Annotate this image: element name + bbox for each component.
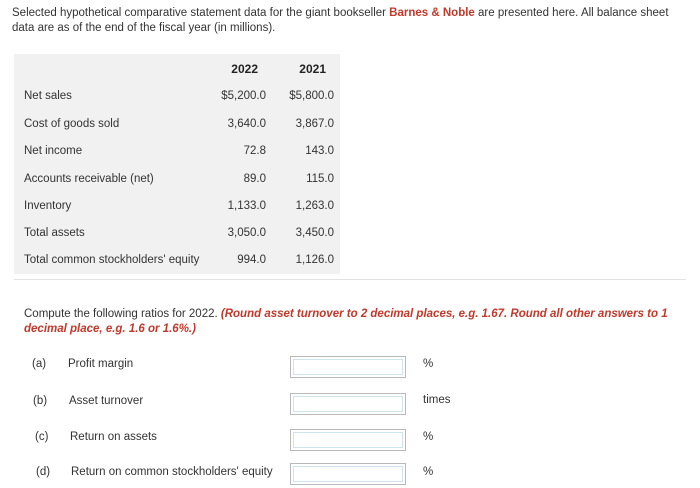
row-label: Accounts receivable (net) (24, 173, 154, 185)
asset-turnover-input[interactable] (290, 393, 406, 415)
value-2021: 1,263.0 (295, 200, 334, 212)
row-label: Total common stockholders' equity (24, 254, 200, 266)
value-2022: 89.0 (243, 173, 266, 185)
question-letter: (c) (35, 431, 49, 443)
question-label: Return on assets (70, 431, 157, 443)
row-label: Net sales (24, 90, 72, 102)
unit-label: times (423, 394, 451, 406)
value-2022: 1,133.0 (227, 200, 266, 212)
instructions-text: Compute the following ratios for 2022. (24, 308, 221, 320)
input-inner-border (293, 466, 403, 482)
value-2021: 3,450.0 (295, 227, 334, 239)
value-2022: 3,050.0 (227, 227, 266, 239)
row-label: Total assets (24, 227, 85, 239)
row-label: Inventory (24, 200, 72, 212)
column-header-2022: 2022 (231, 62, 258, 76)
financial-data-table (14, 54, 340, 274)
value-2021: 1,126.0 (295, 254, 334, 266)
input-inner-border (293, 396, 403, 412)
intro-paragraph (12, 6, 692, 36)
value-2021: 143.0 (305, 145, 334, 157)
unit-label: % (423, 358, 434, 370)
value-2021: 115.0 (306, 173, 334, 185)
company-name: Barnes & Noble (389, 7, 475, 19)
value-2022: 72.8 (243, 145, 266, 157)
question-label: Return on common stockholders' equity (71, 466, 273, 478)
return-on-equity-input[interactable] (290, 463, 406, 485)
value-2022: $5,200.0 (221, 90, 266, 102)
rounding-note: (Round asset turnover to 2 decimal places, e.g. 1.67. Round all other answers to 1 decimal place, e.g. 1.6 or 1.6%.) (24, 308, 668, 335)
column-header-2021: 2021 (299, 62, 326, 76)
value-2021: 3,867.0 (295, 118, 334, 130)
unit-label: % (423, 466, 434, 478)
question-label: Profit margin (68, 358, 134, 370)
input-inner-border (293, 359, 403, 375)
return-on-assets-input[interactable] (290, 429, 406, 451)
question-letter: (d) (36, 466, 51, 478)
intro-text-after: are presented here. All balance sheet data are as of the end of the fiscal year (in millions). (12, 7, 669, 34)
value-2021: $5,800.0 (289, 90, 334, 102)
instructions (24, 307, 684, 337)
section-divider (14, 279, 686, 280)
value-2022: 3,640.0 (227, 118, 266, 130)
intro-text-before: Selected hypothetical comparative statement data for the giant bookseller (12, 7, 390, 19)
profit-margin-input[interactable] (290, 356, 406, 378)
input-inner-border (293, 432, 403, 448)
value-2022: 994.0 (237, 254, 266, 266)
question-letter: (b) (33, 395, 48, 407)
row-label: Net income (24, 145, 83, 157)
question-label: Asset turnover (69, 395, 144, 407)
question-letter: (a) (32, 358, 47, 370)
unit-label: % (423, 431, 434, 443)
row-label: Cost of goods sold (24, 118, 120, 130)
